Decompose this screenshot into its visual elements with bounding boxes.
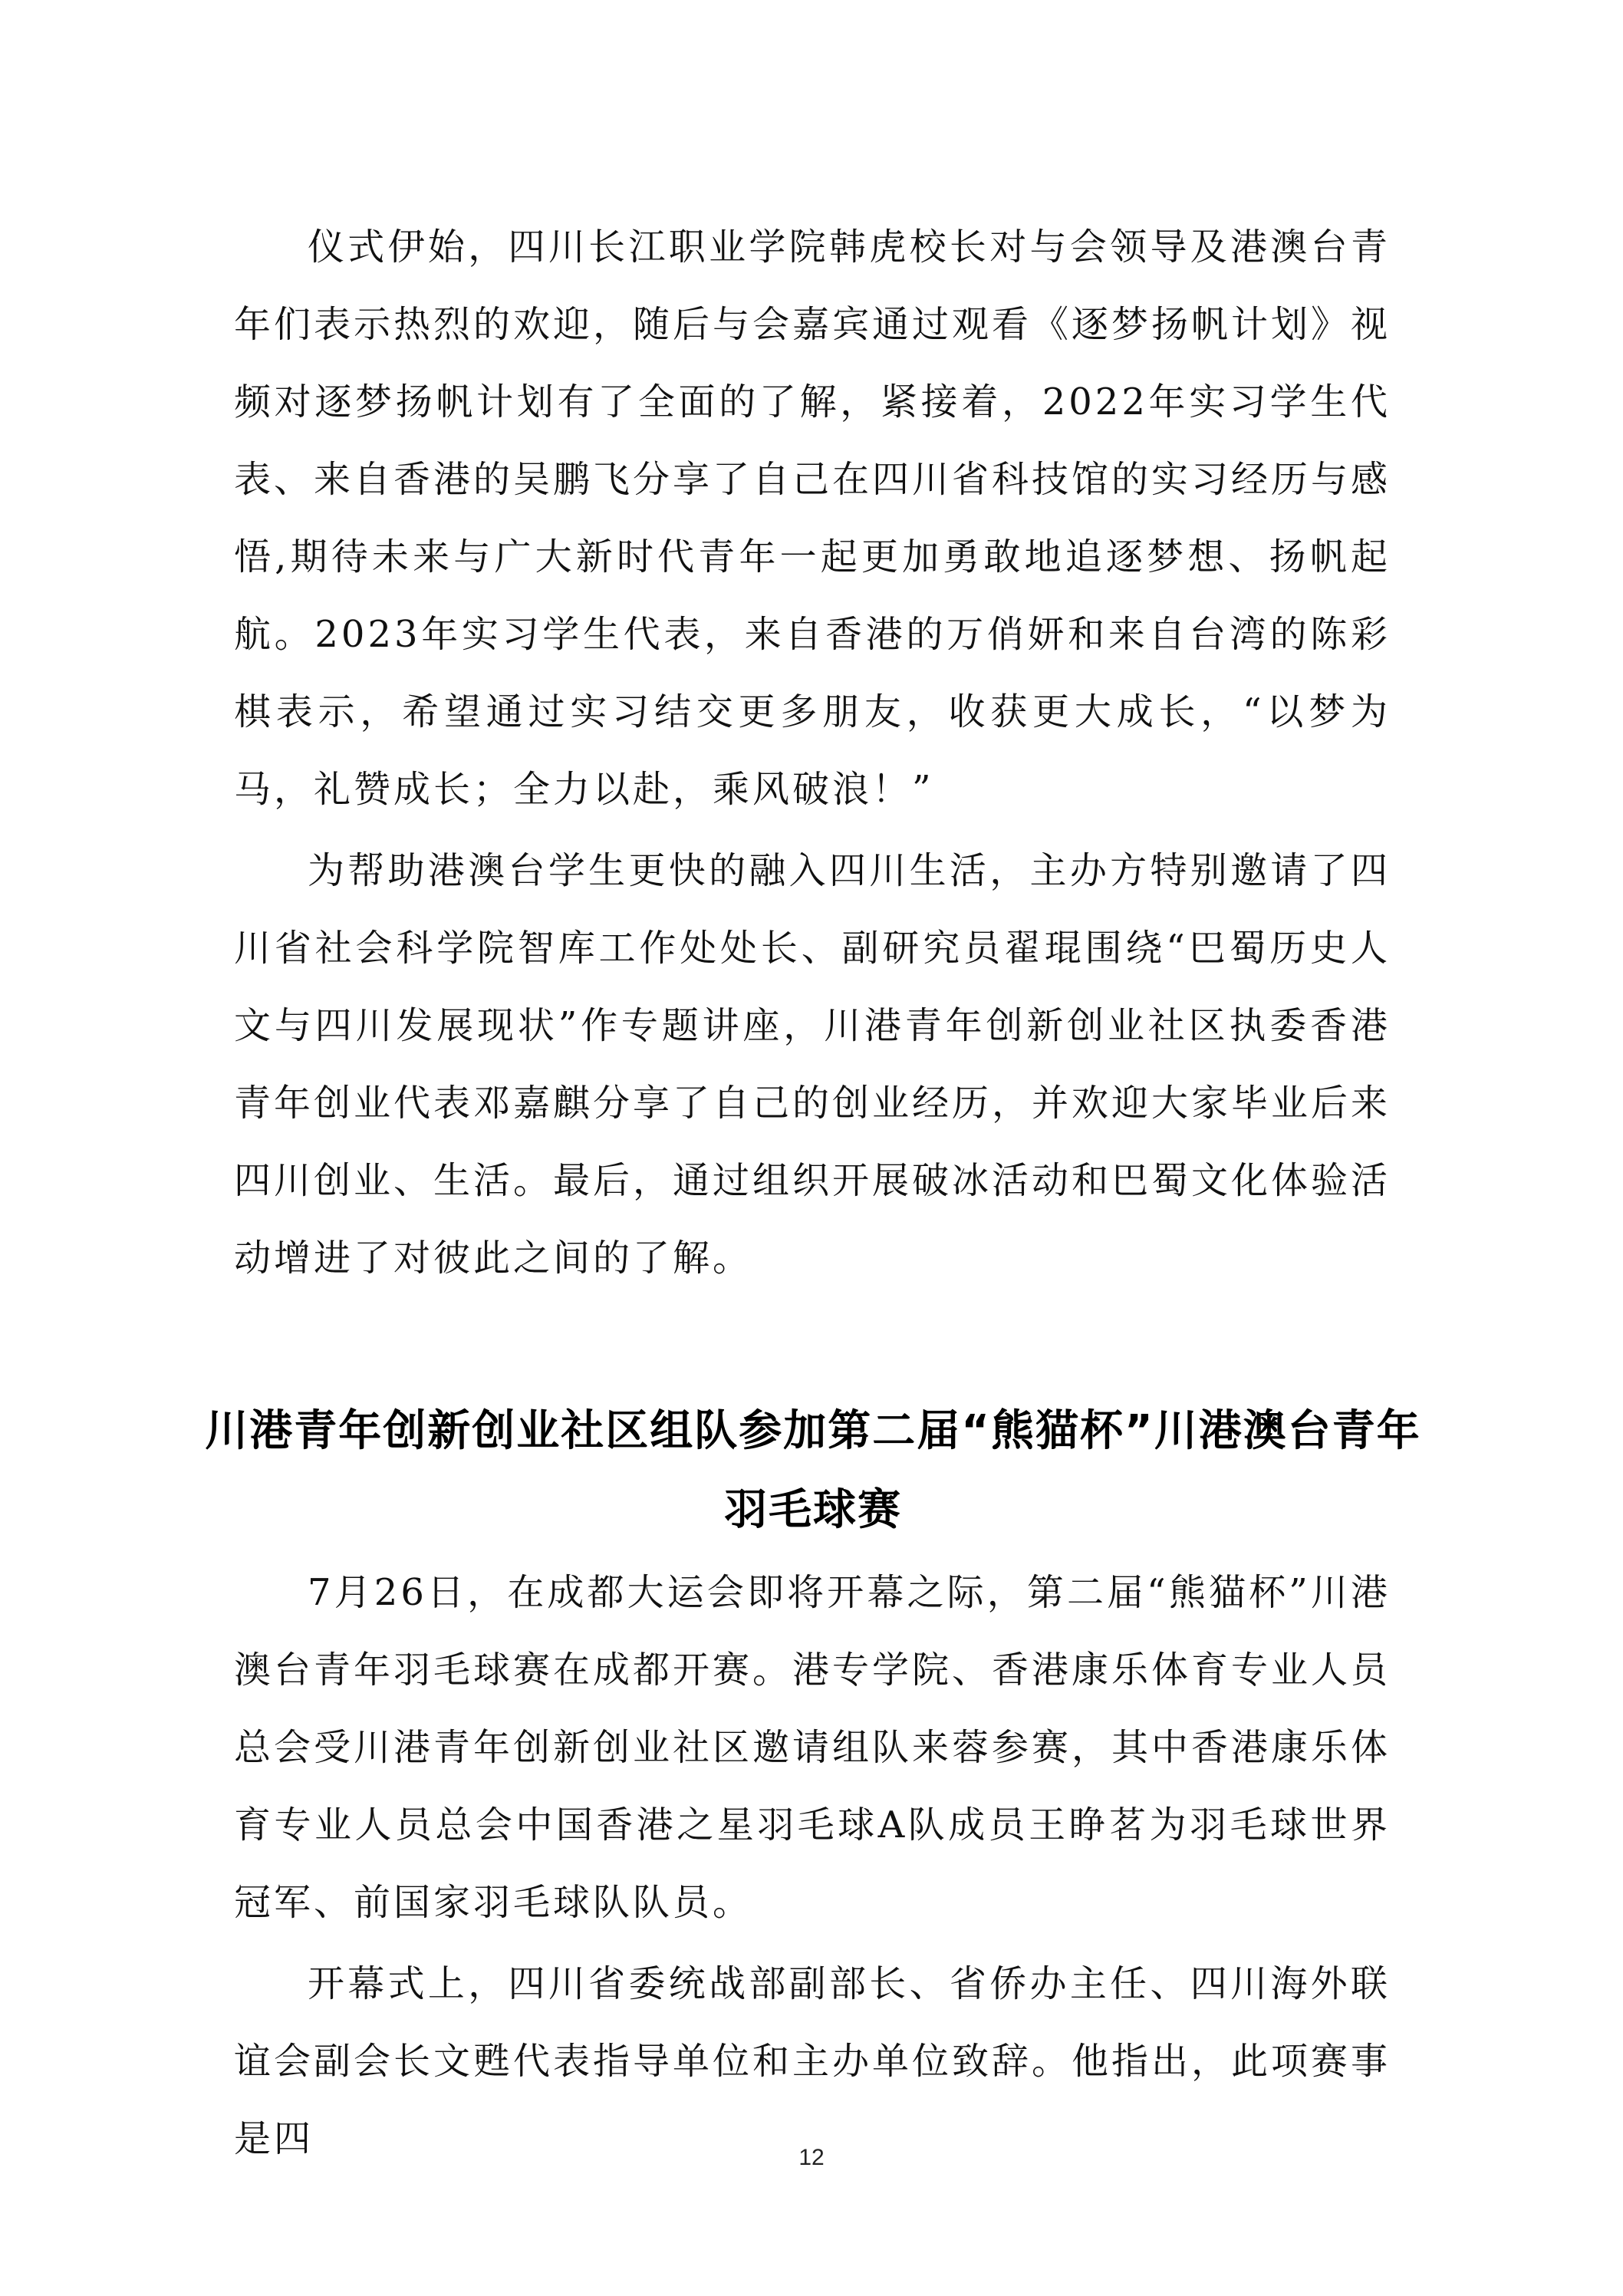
body-paragraph: 开幕式上，四川省委统战部副部长、省侨办主任、四川海外联谊会副会长文甦代表指导单位和主办单位致辞。他指出，此项赛事是四 (234, 1962, 1391, 2160)
page-number: 12 (798, 2145, 825, 2170)
body-paragraph: 7月26日，在成都大运会即将开幕之际，第二届“熊猫杯”川港澳台青年羽毛球赛在成都开赛。港专学院、香港康乐体育专业人员总会受川港青年创新创业社区邀请组队来蓉参赛，其中香港康乐体育专业人员总会中国香港之星羽毛球A队成员王睁茗为羽毛球世界冠军、前国家羽毛球队队员。 (234, 1571, 1391, 1924)
body-paragraph: 为帮助港澳台学生更快的融入四川生活，主办方特别邀请了四川省社会科学院智库工作处处长、副研究员翟琨围绕“巴蜀历史人文与四川发展现状”作专题讲座，川港青年创新创业社区执委香港青年创业代表邓嘉麒分享了自己的创业经历，并欢迎大家毕业后来四川创业、生活。最后，通过组织开展破冰活动和巴蜀文化体验活动增进了对彼此之间的了解。 (234, 849, 1391, 1280)
section-heading: 川港青年创新创业社区组队参加第二届“熊猫杯”川港澳台青年羽毛球赛 (205, 1406, 1421, 1535)
body-paragraph: 仪式伊始，四川长江职业学院韩虎校长对与会领导及港澳台青年们表示热烈的欢迎，随后与会嘉宾通过观看《逐梦扬帆计划》视频对逐梦扬帆计划有了全面的了解，紧接着，2022年实习学生代表、来自香港的吴鹏飞分享了自己在四川省科技馆的实习经历与感悟,期待未来与广大新时代青年一起更加勇敢地追逐梦想、扬帆起航。2023年实习学生代表，来自香港的万俏妍和来自台湾的陈彩棋表示，希望通过实习结交更多朋友，收获更大成长，“以梦为马，礼赞成长；全力以赴，乘风破浪！” (234, 226, 1391, 811)
